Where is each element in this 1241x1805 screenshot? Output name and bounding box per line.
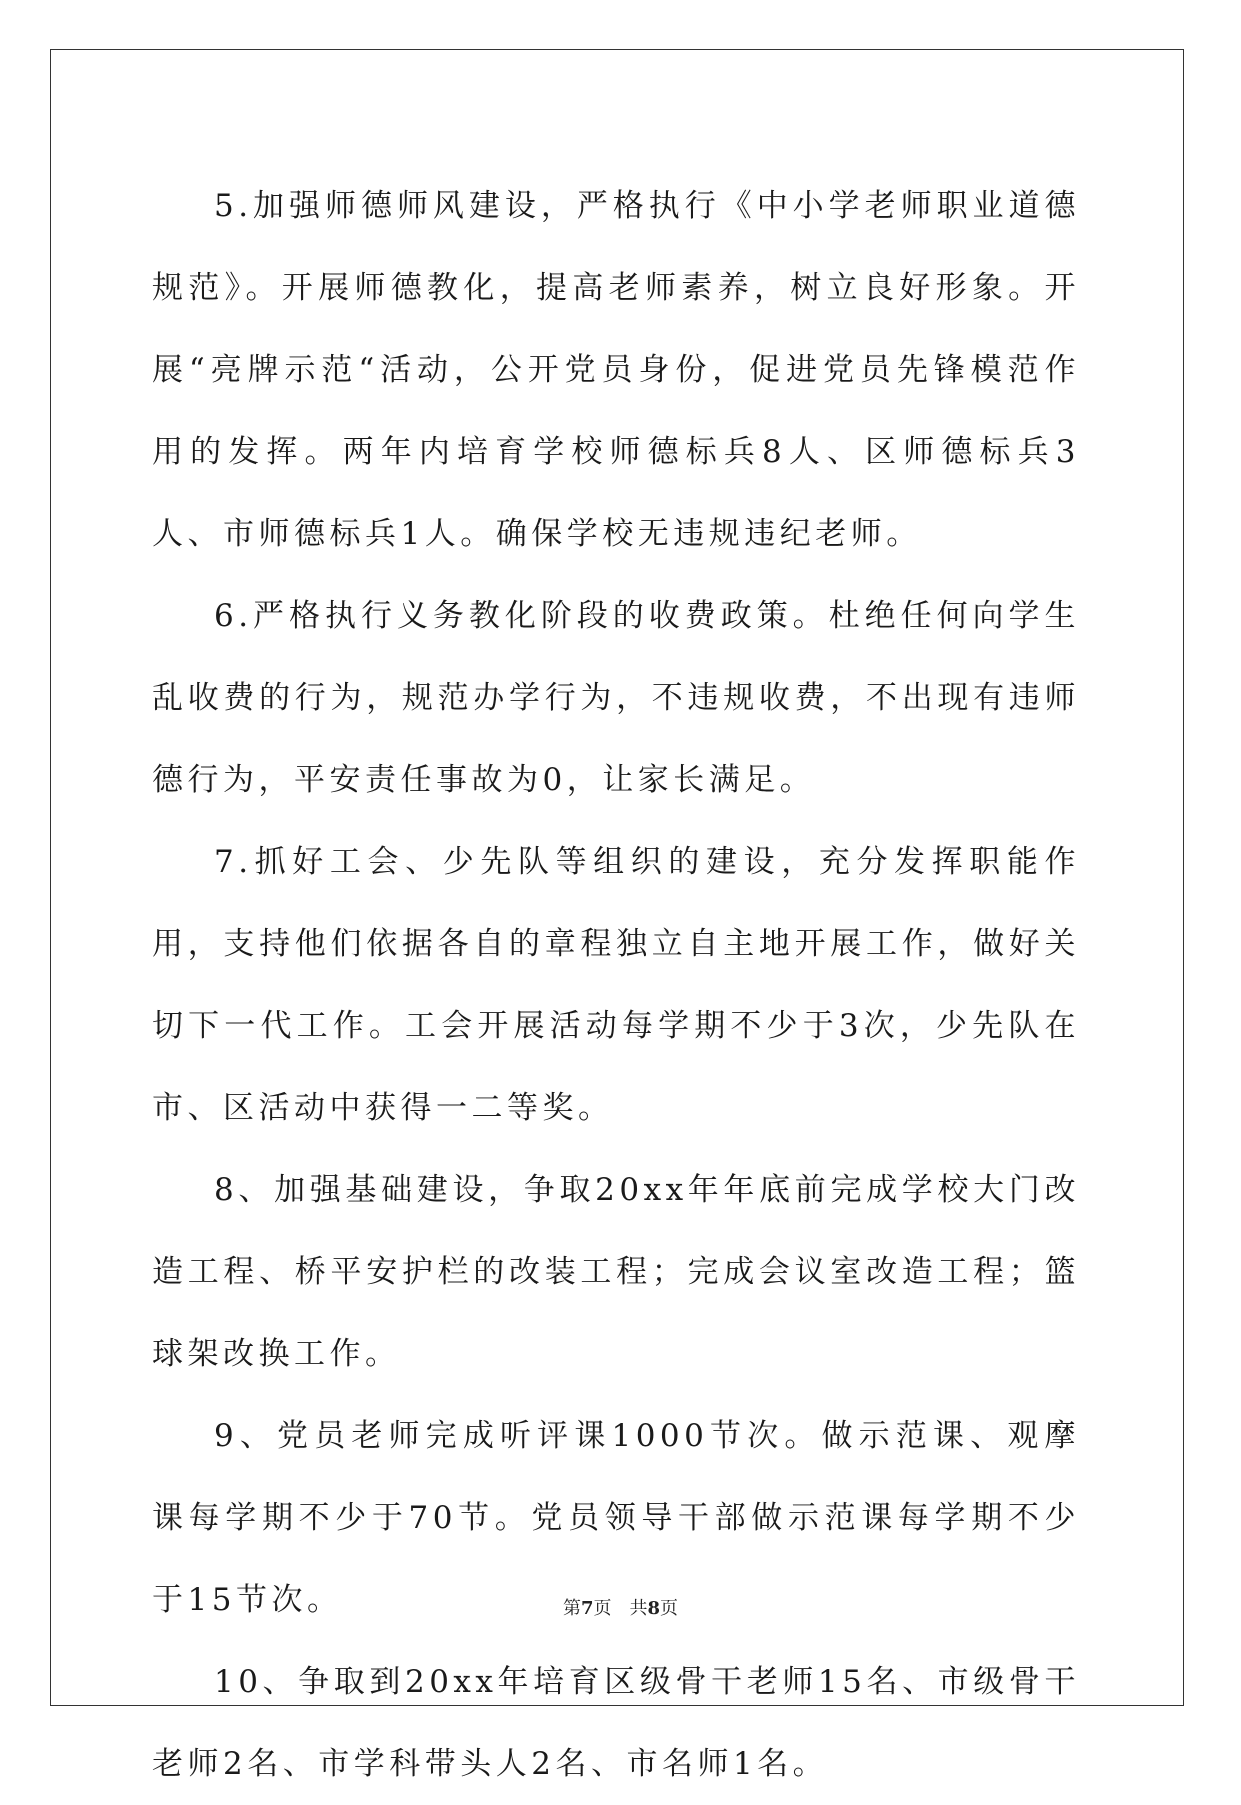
total-pages-number: 8 bbox=[647, 1598, 661, 1619]
page-suffix: 页 bbox=[593, 1598, 612, 1619]
page-footer bbox=[0, 1594, 1241, 1620]
paragraph-item-8: 8、加强基础建设，争取20xx年年底前完成学校大门改造工程、桥平安护栏的改装工程；完成会议室改造工程；篮球架改换工作。 bbox=[152, 1172, 1080, 1372]
paragraph-item-5: 5.加强师德师风建设，严格执行《中小学老师职业道德规范》。开展师德教化，提高老师素养，树立良好形象。开展“亮牌示范“活动，公开党员身份，促进党员先锋模范作用的发挥。两年内培育学校师德标兵8人、区师德标兵3人、市师德标兵1人。确保学校无违规违纪老师。 bbox=[152, 188, 1080, 552]
total-prefix: 共 bbox=[629, 1598, 648, 1619]
total-suffix: 页 bbox=[660, 1598, 679, 1619]
document-body bbox=[152, 165, 1080, 1805]
paragraph-item-7: 7.抓好工会、少先队等组织的建设，充分发挥职能作用，支持他们依据各自的章程独立自主地开展工作，做好关切下一代工作。工会开展活动每学期不少于3次，少先队在市、区活动中获得一二等奖。 bbox=[152, 844, 1080, 1126]
paragraph-item-6: 6.严格执行义务教化阶段的收费政策。杜绝任何向学生乱收费的行为，规范办学行为，不违规收费，不出现有违师德行为，平安责任事故为0，让家长满足。 bbox=[152, 598, 1080, 798]
page-prefix: 第 bbox=[562, 1598, 581, 1619]
paragraph-item-10: 10、争取到20xx年培育区级骨干老师15名、市级骨干老师2名、市学科带头人2名、市名师1名。 bbox=[152, 1664, 1080, 1782]
current-page-number: 7 bbox=[580, 1598, 594, 1619]
paragraph-item-9: 9、党员老师完成听评课1000节次。做示范课、观摩课每学期不少于70节。党员领导干部做示范课每学期不少于15节次。 bbox=[152, 1418, 1080, 1618]
